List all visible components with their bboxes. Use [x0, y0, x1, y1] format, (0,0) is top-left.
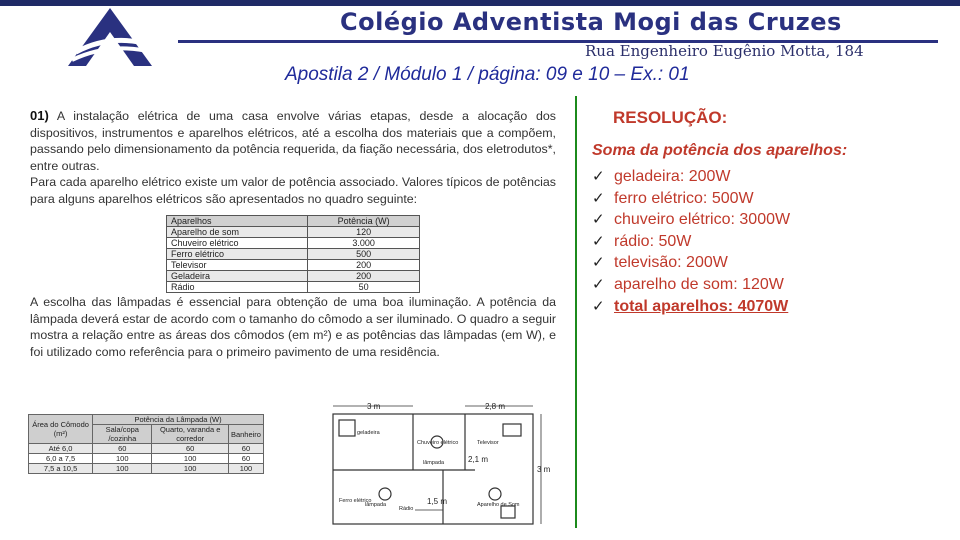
column-divider — [575, 96, 577, 528]
plan-label-tv: Televisor — [477, 440, 499, 446]
list-item — [592, 188, 790, 210]
list-item — [592, 166, 790, 188]
list-item — [592, 231, 790, 253]
table-cell: 200 — [308, 271, 420, 282]
table-header: Potência (W) — [308, 216, 420, 227]
table-cell: 3.000 — [308, 238, 420, 249]
plan-tv-shape — [503, 424, 521, 436]
list-item-text: total aparelhos: 4070W — [614, 297, 789, 315]
plan-fridge-shape — [339, 420, 355, 436]
table-cell: Aparelho de som — [167, 227, 308, 238]
table-header: Banheiro — [228, 425, 263, 444]
page-subtitle: Apostila 2 / Módulo 1 / página: 09 e 10 – Ex.: 01 — [285, 64, 690, 85]
table-cell: 60 — [152, 444, 229, 454]
school-address: Rua Engenheiro Eugênio Motta, 184 — [585, 42, 864, 60]
check-icon: ✓ — [592, 297, 605, 315]
table-header: Aparelhos — [167, 216, 308, 227]
table-cell: 100 — [152, 454, 229, 464]
table-cell: Televisor — [167, 260, 308, 271]
table-cell: 120 — [308, 227, 420, 238]
table-row — [167, 227, 420, 238]
plan-lamp-shape — [489, 488, 501, 500]
table-row — [167, 282, 420, 293]
table-cell: 7,5 a 10,5 — [29, 464, 93, 474]
list-item-text: televisão: 200W — [614, 254, 728, 272]
table-cell: 50 — [308, 282, 420, 293]
table-cell: 100 — [93, 454, 152, 464]
check-icon: ✓ — [592, 211, 605, 229]
table-header: Sala/copa /cozinha — [93, 425, 152, 444]
list-item-text: geladeira: 200W — [614, 168, 731, 185]
list-item-text: ferro elétrico: 500W — [614, 189, 754, 207]
list-item-text: rádio: 50W — [614, 232, 692, 250]
school-name: Colégio Adventista Mogi das Cruzes — [340, 8, 842, 36]
table-row — [29, 454, 264, 464]
question-lamp-text: A escolha das lâmpadas é essencial para obtenção de uma boa iluminação. A potência da lâmpada deverá estar de acordo com o tamanho do cômodo a ser iluminado. O quadro a seguir mostra a relação entre as áreas dos cômodos (em m²) e as potências das lâmpadas (em W), e foi utilizado como referência para o primeiro pavimento de uma residência. — [30, 295, 556, 359]
table-cell: 60 — [228, 444, 263, 454]
question-intro-text: A instalação elétrica de uma casa envolve várias etapas, desde a alocação dos dispositivos, instrumentos e aparelhos elétricos, até a escolha dos materiais que a compõem, passando pelo dimensionamento da potência requerida, da fiação necessária, dos eletrodutos*, entre outras. — [30, 109, 556, 173]
plan-dim-label: 3 m — [537, 465, 551, 474]
appliance-power-table — [166, 215, 420, 293]
check-icon: ✓ — [592, 275, 605, 293]
table-row — [167, 238, 420, 249]
check-icon: ✓ — [592, 254, 605, 272]
table-cell: 100 — [228, 464, 263, 474]
check-icon: ✓ — [592, 168, 605, 185]
list-item — [592, 274, 790, 296]
table-cell: Rádio — [167, 282, 308, 293]
plan-label-stereo: Aparelho de Som — [477, 502, 520, 508]
table-header: Potência da Lâmpada (W) — [93, 415, 264, 425]
lamp-power-table — [28, 414, 264, 474]
table-row — [29, 444, 264, 454]
question-number: 01) — [30, 108, 49, 123]
resolution-subtitle: Soma da potência dos aparelhos: — [592, 142, 848, 159]
school-logo — [62, 4, 158, 70]
plan-label-fridge: geladeira — [357, 430, 380, 436]
question-intro-text-2: Para cada aparelho elétrico existe um valor de potência associado. Valores típicos de potências para alguns aparelhos elétricos são apresentados no quadro seguinte: — [30, 175, 556, 206]
plan-label-iron: Ferro elétrico — [339, 498, 372, 504]
table-cell: Chuveiro elétrico — [167, 238, 308, 249]
table-cell: 100 — [93, 464, 152, 474]
check-icon: ✓ — [592, 232, 605, 250]
table-row — [167, 249, 420, 260]
floor-plan — [325, 398, 555, 530]
table-row — [29, 464, 264, 474]
table-cell: 60 — [93, 444, 152, 454]
table-cell: Geladeira — [167, 271, 308, 282]
header-banner — [0, 0, 960, 62]
list-item-text: aparelho de som: 120W — [614, 275, 784, 293]
plan-label-lamp: lâmpada — [365, 502, 387, 508]
plan-label-radio: Rádio — [399, 506, 414, 512]
table-cell: 6,0 a 7,5 — [29, 454, 93, 464]
plan-lamp-shape — [379, 488, 391, 500]
table-row — [167, 260, 420, 271]
table-cell: Ferro elétrico — [167, 249, 308, 260]
list-item — [592, 209, 790, 231]
plan-label-lamp: lâmpada — [423, 460, 445, 466]
plan-dim-label: 3 m — [367, 402, 381, 411]
table-cell: Até 6,0 — [29, 444, 93, 454]
plan-dim-label: 2,1 m — [468, 455, 489, 464]
plan-dim-label: 1,5 m — [427, 497, 448, 506]
table-cell: 60 — [228, 454, 263, 464]
table-cell: 500 — [308, 249, 420, 260]
resolution-title: RESOLUÇÃO: — [613, 108, 728, 127]
check-icon: ✓ — [592, 189, 605, 207]
table-header: Quarto, varanda e corredor — [152, 425, 229, 444]
resolution-list — [592, 166, 790, 317]
plan-label-shower: Chuveiro elétrico — [417, 440, 459, 446]
question-intro — [30, 108, 556, 207]
table-row — [167, 271, 420, 282]
list-item-text: chuveiro elétrico: 3000W — [614, 211, 791, 229]
table-header: Área do Cômodo (m²) — [29, 415, 93, 444]
list-item-total — [592, 296, 790, 318]
table-cell: 100 — [152, 464, 229, 474]
plan-dim-label: 2,8 m — [485, 402, 506, 411]
table-cell: 200 — [308, 260, 420, 271]
list-item — [592, 252, 790, 274]
